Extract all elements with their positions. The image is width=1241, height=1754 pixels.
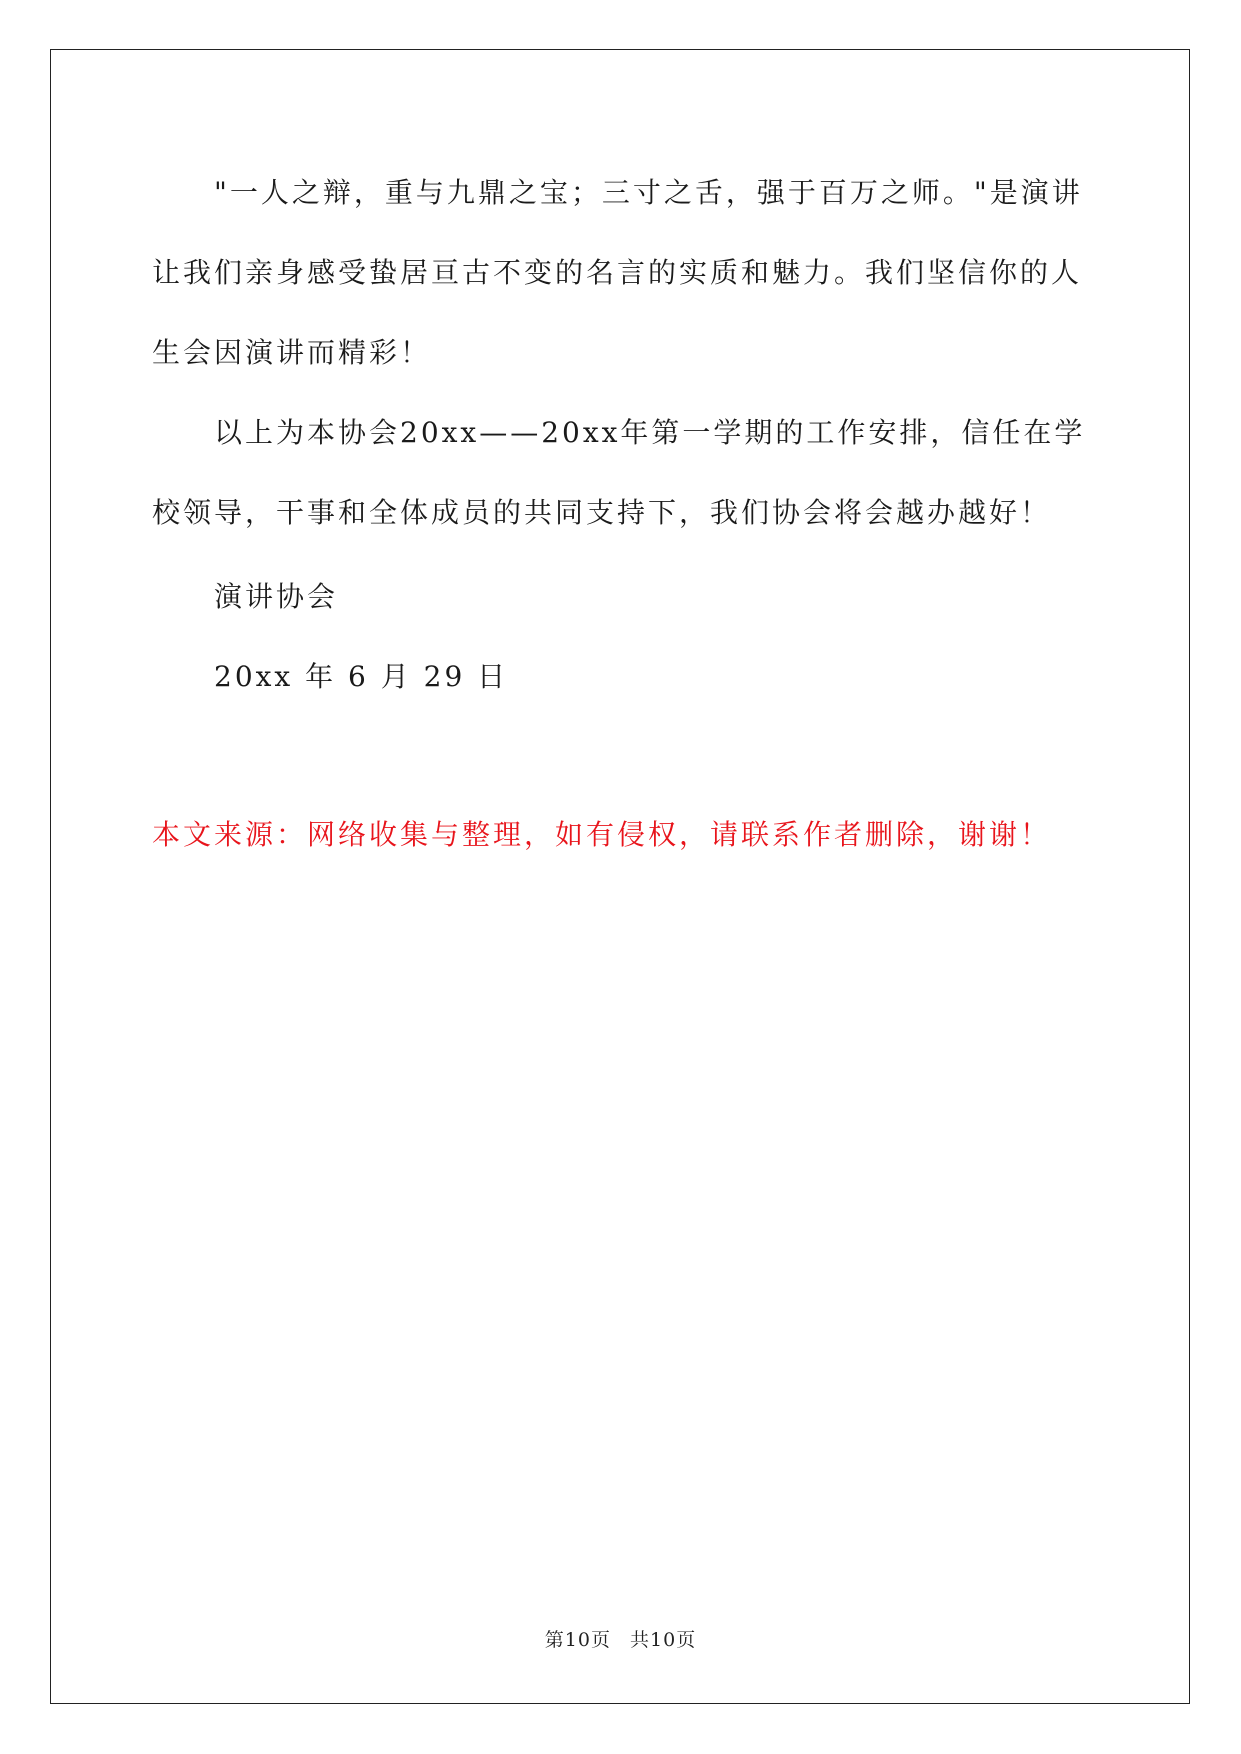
paragraph-quote: "一人之辩，重与九鼎之宝；三寸之舌，强于百万之师。"是演讲让我们亲身感受蛰居亘古不变的名言的实质和魅力。我们坚信你的人生会因演讲而精彩！ [152,176,1083,369]
page-footer [0,1625,1241,1652]
page-number-current: 第10页 [544,1629,611,1651]
signature-organization: 演讲协会 [214,580,339,613]
page-number-total: 共10页 [630,1629,697,1651]
paragraph-closing: 以上为本协会20xx——20xx年第一学期的工作安排，信任在学校领导，干事和全体成员的共同支持下，我们协会将会越办越好！ [152,416,1086,529]
source-notice: 本文来源：网络收集与整理，如有侵权，请联系作者删除，谢谢！ [152,818,1052,851]
signature-date: 20xx 年 6 月 29 日 [214,660,509,693]
